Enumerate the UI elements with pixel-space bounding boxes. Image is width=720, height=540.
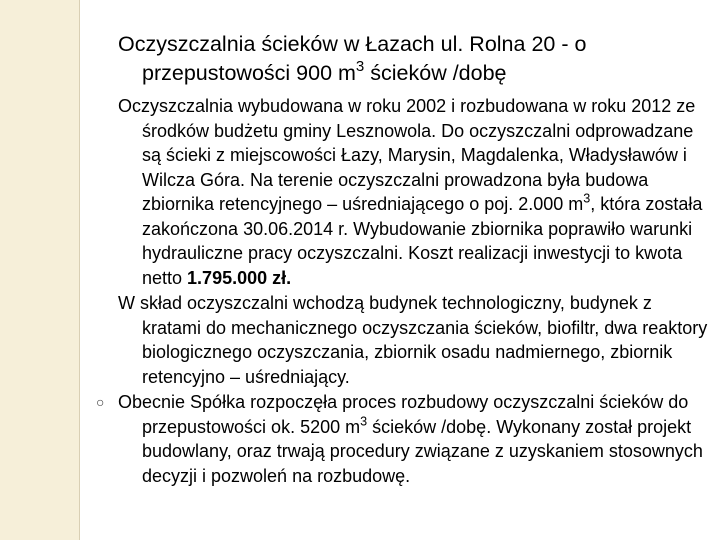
paragraph-components: W skład oczyszczalni wchodzą budynek technologiczny, budynek z kratami do mechanicznego oczyszczania ścieków, biofiltr, dwa reaktory biologicznego oczyszczania, zbiornik osadu nadmiernego, zbiornik retencyjno – uśredniający. bbox=[118, 293, 708, 387]
paragraph-history: Oczyszczalnia wybudowana w roku 2002 i rozbudowana w roku 2012 ze środków budżetu gminy Lesznowola. Do oczyszczalni odprowadzane są ścieki z miejscowości Łazy, Marysin, Magdalenka, Władysławów i Wilcza Góra. Na terenie oczyszczalni prowadzona była budowa zbiornika retencyjnego – uśredniającego o poj. 2.000 $m^3$, która została zakończona 30.06.2014 r. Wybudowanie zbiornika poprawiło warunki hydrauliczne pracy oczyszczalni. Koszt realizacji inwestycji to kwota netto 1.795.000 zł. bbox=[118, 96, 703, 288]
slide-content bbox=[96, 30, 708, 489]
paragraph-expansion: ○ Obecnie Spółka rozpoczęła proces rozbudowy oczyszczalni ścieków do przepustowości ok. 5200 $m^3$ ścieków /dobę. Wykonany został projekt budowlany, oraz trwają procedury związane z uzyskaniem stosownych decyzji i pozwoleń na rozbudowę. bbox=[96, 392, 703, 486]
slide-sidebar bbox=[0, 0, 80, 540]
slide-title: Oczyszczalnia ścieków w Łazach ul. Rolna 20 - o przepustowości 900 $m^3$ ścieków /dobę bbox=[118, 32, 587, 85]
hollow-bullet-icon: ○ bbox=[96, 394, 105, 410]
investment-cost: 1.795.000 zł. bbox=[187, 267, 292, 288]
